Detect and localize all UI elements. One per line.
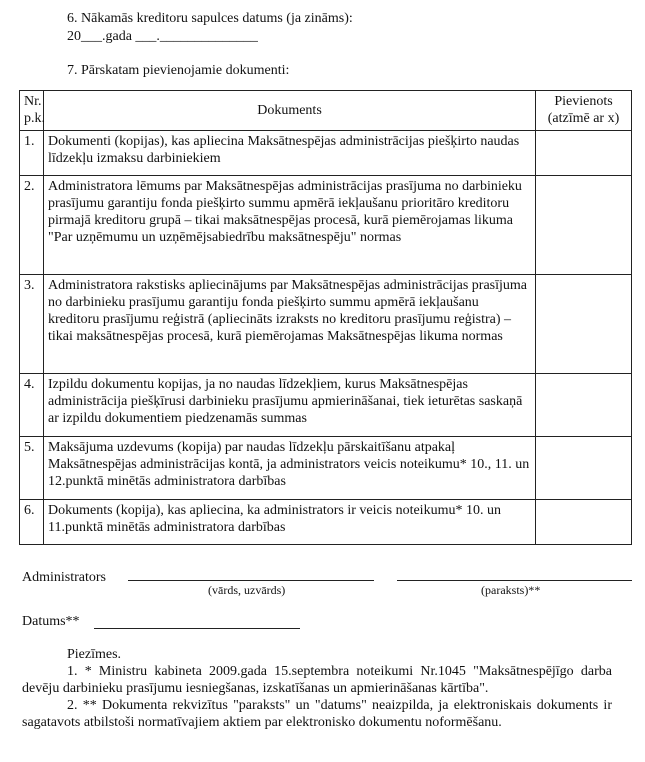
name-caption: (vārds, uzvārds) (208, 583, 286, 597)
row-number: 3. (20, 274, 44, 373)
attached-mark-cell[interactable] (536, 175, 632, 274)
row-number: 2. (20, 175, 44, 274)
table-row (20, 373, 632, 436)
notes-section (22, 646, 612, 731)
attached-documents-table (19, 90, 632, 545)
document-description: Administratora lēmums par Maksātnespējas administrācijas prasījuma no darbinieku prasījumu garantiju fonda piešķirto summu apmērā iekļaušanu prioritāro kreditoru pirmajā kreditoru grupā – tikai maksātnespējas procesā, kurā piemērojamas likuma "Par uzņēmumu un uzņēmējsabiedrību maksātnespēju" normas (44, 175, 536, 274)
next-meeting-date-heading: 6. Nākamās kreditoru sapulces datums (ja zināms): (67, 11, 353, 26)
row-number: 1. (20, 130, 44, 175)
row-number: 6. (20, 499, 44, 544)
column-header-document: Dokuments (44, 91, 536, 131)
document-description: Maksājuma uzdevums (kopija) par naudas līdzekļu pārskaitīšanu atpakaļ Maksātnespējas administrācijas kontā, ja administrators veicis noteikumu* 10., 11. un 12.punktā minētās administratora darbības (44, 436, 536, 499)
signature-caption: (paraksts)** (481, 583, 541, 597)
table-row (20, 436, 632, 499)
attached-documents-heading: 7. Pārskatam pievienojamie dokumenti: (67, 63, 290, 78)
row-number: 4. (20, 373, 44, 436)
note-2: 2. ** Dokumenta rekvizītus "paraksts" un "datums" neaizpilda, ja elektroniskais dokuments ir sagatavots atbilstoši normatīvajiem aktiem par elektronisko dokumentu noformēšanu. (22, 698, 612, 730)
document-description: Administratora rakstisks apliecinājums par Maksātnespējas administrācijas prasījuma no darbinieku prasījumu garantiju fonda piešķirto summu apmērā iekļaušanu kreditoru prasījumu reģistrā (apliecināts izraksts no kreditoru prasījumu reģistra) – tikai maksātnespējas procesā, kurā piemērojamas Maksātnespējas likuma normas (44, 274, 536, 373)
signature-line[interactable] (397, 580, 632, 581)
table-row (20, 130, 632, 175)
name-signature-line[interactable] (128, 580, 374, 581)
note-1: 1. * Ministru kabineta 2009.gada 15.septembra noteikumi Nr.1045 "Maksātnespējīgo darba devēju darbinieku prasījumu iesniegšanas, izskatīšanas un apmierināšanas kārtība". (22, 664, 612, 696)
date-label: Datums** (22, 614, 80, 629)
administrators-label: Administrators (22, 570, 106, 585)
attached-mark-cell[interactable] (536, 130, 632, 175)
document-description: Dokuments (kopija), kas apliecina, ka administrators ir veicis noteikumu* 10. un 11.punktā minētās administratora darbības (44, 499, 536, 544)
table-row (20, 175, 632, 274)
next-meeting-date-field[interactable]: 20___.gada ___.______________ (67, 29, 258, 44)
notes-title: Piezīmes. (67, 647, 122, 662)
row-number: 5. (20, 436, 44, 499)
attached-mark-cell[interactable] (536, 436, 632, 499)
attached-mark-cell[interactable] (536, 274, 632, 373)
attached-mark-cell[interactable] (536, 499, 632, 544)
document-description: Dokumenti (kopijas), kas apliecina Maksātnespējas administrācijas piešķirto naudas līdzekļu izmaksu darbiniekiem (44, 130, 536, 175)
table-row (20, 274, 632, 373)
date-line[interactable] (94, 628, 300, 629)
column-header-attached: Pievienots (atzīmē ar x) (536, 91, 632, 131)
table-row (20, 499, 632, 544)
document-description: Izpildu dokumentu kopijas, ja no naudas līdzekļiem, kurus Maksātnespējas administrācija piešķīrusi darbinieku prasījumu apmierināšanai, tiek ieturētas saskaņā ar izpildu dokumentiem piedzenamās summas (44, 373, 536, 436)
attached-mark-cell[interactable] (536, 373, 632, 436)
column-header-nr: Nr. p.k. (20, 91, 44, 131)
